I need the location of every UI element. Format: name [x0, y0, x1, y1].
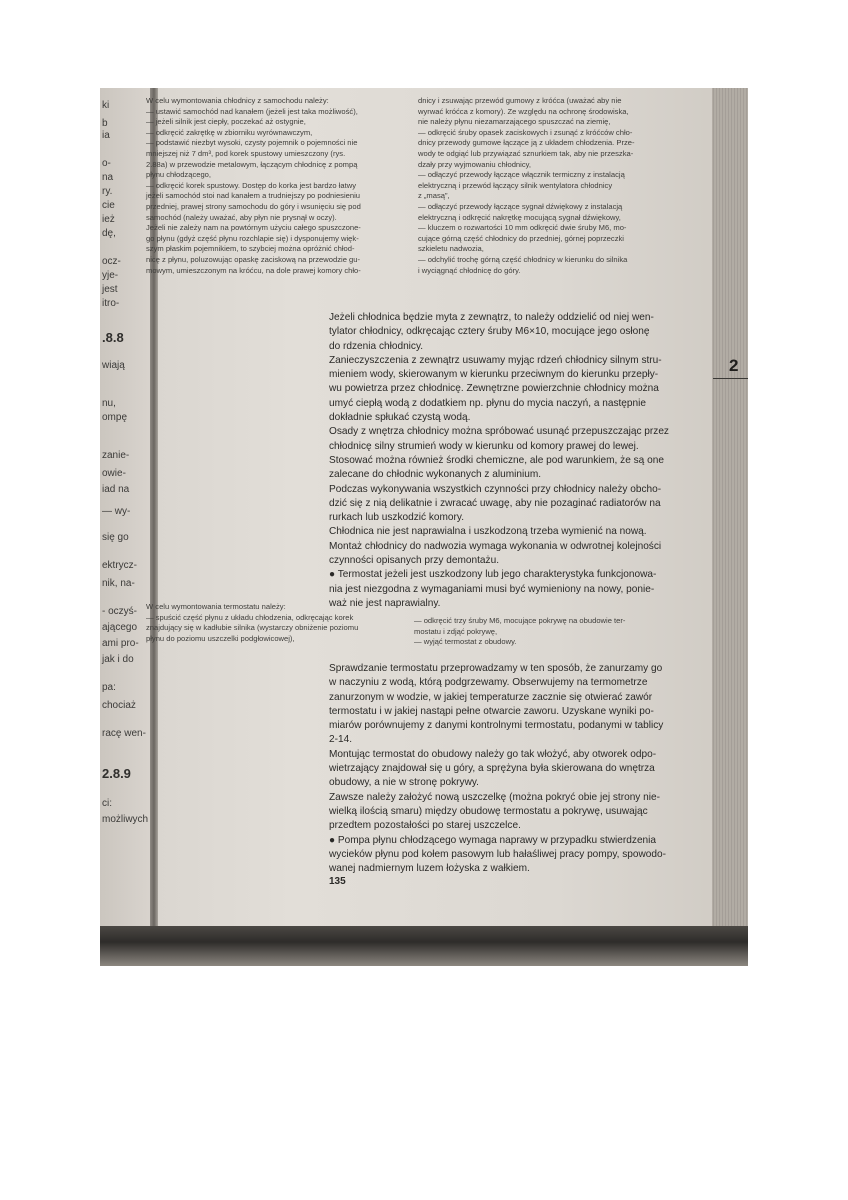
- text-line: W celu wymontowania chłodnicy z samochodu należy:: [146, 96, 329, 105]
- text-line: Montaż chłodnicy do nadwozia wymaga wykonania w odwrotnej kolejności: [329, 540, 662, 552]
- text-line: do rdzenia chłodnicy.: [329, 340, 424, 352]
- text-line: — odkręcić śruby opasek zaciskowych i zsunąć z króćców chło-: [418, 127, 633, 137]
- text-line: — odchylić trochę górną część chłodnicy w kierunku do silnika: [418, 254, 628, 264]
- text-line: elektryczną i odkręcić nakrętkę mocującą sygnał dźwiękowy,: [418, 212, 621, 222]
- left-page-fragment: - oczyś-: [102, 606, 137, 617]
- left-page-fragment: ci:: [102, 798, 112, 809]
- text-line: miarów porównujemy z danymi kontrolnymi termostatu, podanymi w tablicy: [329, 720, 664, 732]
- left-page-edge: [100, 88, 152, 928]
- text-line: zanurzonym w wodzie, w jakiej temperaturze zacznie się otwierać zawór: [329, 691, 653, 703]
- removal-steps-right: [418, 96, 676, 276]
- text-line: zalecane do chłodnic wykonanych z aluminium.: [329, 469, 542, 481]
- left-page-fragment: nu,: [102, 398, 116, 409]
- text-line: w naczyniu z wodą, którą podgrzewamy. Obserwujemy na termometrze: [329, 677, 648, 689]
- text-line: Osady z wnętrza chłodnicy można spróbować usunąć przepuszczając przez: [329, 426, 669, 438]
- left-page-fragment: pa:: [102, 682, 116, 693]
- text-line: jeżeli samochód stoi nad kanałem a trudniejszy po podniesieniu: [146, 191, 361, 201]
- text-line: — odłączyć przewody łączące sygnał dźwiękowy z instalacją: [418, 201, 623, 211]
- text-line: wu powietrza przez chłodnicę. Zewnętrzne powierzchnie chłodnicy można: [329, 383, 659, 395]
- text-line: nie należy płynu niezamarzającego spuszczać na ziemię,: [418, 117, 611, 127]
- chapter-number: 2: [729, 356, 739, 375]
- text-line: ● Pompa płynu chłodzącego wymaga naprawy w przypadku stwierdzenia: [329, 834, 657, 846]
- text-line: nia jest niezgodna z wymaganiami musi być wymieniony na nowy, ponie-: [329, 583, 655, 595]
- left-page-fragment: dę,: [102, 228, 116, 239]
- text-line: wanej nadmiernym luzem łożyska z wałkiem.: [329, 863, 530, 875]
- text-line: obudowy, a nie w stronę pokrywy.: [329, 777, 479, 789]
- left-page-fragment: ia: [102, 130, 110, 141]
- page-number: 135: [329, 876, 346, 887]
- text-line: — odkręcić trzy śruby M6, mocujące pokrywę na obudowie ter-: [414, 616, 626, 625]
- text-line: nicę z płynu, poluzowując opaskę zaciskową na przewodzie gu-: [146, 254, 361, 264]
- text-line: 2.88a) w przewodzie metalowym, łączącym chłodnicę z pompą: [146, 159, 358, 169]
- text-line: czynności opisanych przy demontażu.: [329, 555, 499, 567]
- left-page-fragment: wiają: [102, 360, 125, 371]
- left-page-fragment: zanie-: [102, 450, 130, 461]
- text-line: mniejszej niż 7 dm³, pod korek spustowy umieszczony (rys.: [146, 148, 346, 158]
- text-line: mostatu i zdjąć pokrywę,: [414, 626, 498, 636]
- text-line: szym płaskim pojemnikiem, to szybciej można opróżnić chłod-: [146, 244, 355, 254]
- text-line: ● Termostat jeżeli jest uszkodzony lub jego charakterystyka funkcjonowa-: [329, 569, 657, 581]
- left-page-fragment: jak i do: [102, 654, 134, 665]
- text-line: samochód (należy uważać, aby płyn nie prysnął w oczy).: [146, 212, 337, 222]
- text-line: elektryczną i przewód łączący silnik wentylatora chłodnicy: [418, 180, 613, 190]
- left-page-fragment: 2.8.9: [102, 766, 131, 781]
- text-line: — jeżeli silnik jest ciepły, poczekać aż ostygnie,: [146, 117, 306, 127]
- text-line: chłodnicę silny strumień wody w kierunku od komory prawej do lewej.: [329, 440, 639, 452]
- left-page-fragment: ież: [102, 214, 115, 225]
- text-line: — spuścić część płynu z układu chłodzenia, odkręcając korek: [146, 612, 354, 622]
- text-line: mowym, umieszczonym na króćcu, na dole prawej komory chło-: [146, 265, 361, 275]
- text-line: 2-14.: [329, 734, 353, 746]
- left-page-fragment: racę wen-: [102, 728, 146, 739]
- text-line: wyrwać króćca z komory). Ze względu na ochronę środowiska,: [418, 106, 629, 116]
- text-line: z „masą”,: [418, 191, 450, 201]
- left-page-fragment: nik, na-: [102, 578, 135, 589]
- left-page-fragment: o-: [102, 158, 111, 169]
- left-page-fragment: ompę: [102, 412, 128, 423]
- text-line: termostatu i w jakiej nastąpi pełne otwarcie zaworu. Uzyskane wyniki po-: [329, 705, 654, 717]
- text-line: dnicy przewody gumowe łączące ją z układem chłodzenia. Prze-: [418, 138, 635, 148]
- thermostat-steps-left: [146, 602, 386, 644]
- left-page-fragment: owie-: [102, 468, 126, 479]
- text-line: przedtem pozostałości po starej uszczelce.: [329, 820, 521, 832]
- text-line: Montując termostat do obudowy należy go tak włożyć, aby otworek odpo-: [329, 748, 657, 760]
- text-line: płynu chłodzącego,: [146, 170, 212, 180]
- text-line: mieniem wody, skierowanym w kierunku przeciwnym do kierunku przepły-: [329, 369, 659, 381]
- left-page-fragment: na: [102, 172, 114, 183]
- left-page-fragment: ami pro-: [102, 638, 139, 649]
- text-line: rurkach lub uszkodzić komory.: [329, 512, 465, 524]
- left-page-fragment: możliwych: [102, 814, 149, 825]
- text-line: przedniej, prawej strony samochodu do góry i wsunięciu się pod: [146, 201, 361, 211]
- text-line: Zawsze należy założyć nową uszczelkę (można pokryć obie jej strony nie-: [329, 791, 660, 803]
- text-line: Jeżeli nie zależy nam na powtórnym użyciu całego spuszczone-: [146, 223, 361, 233]
- text-line: wycieków płynu pod kołem pasowym lub hałaśliwej pracy pompy, spowodo-: [329, 848, 666, 860]
- text-line: Sprawdzanie termostatu przeprowadzamy w ten sposób, że zanurzamy go: [329, 663, 663, 674]
- text-line: płynu do poziomu uszczelki podgłowicowej),: [146, 633, 295, 643]
- text-line: znajdujący się w kadłubie silnika (wystarczy obniżenie poziomu: [146, 623, 359, 633]
- left-page-fragment: itro-: [102, 298, 120, 309]
- text-line: szkieletu nadwozia,: [418, 244, 484, 254]
- left-page-fragment: ającego: [102, 622, 138, 633]
- text-line: — ustawić samochód nad kanałem (jeżeli jest taka możliwość),: [146, 106, 358, 116]
- text-line: dzały przy wyjmowaniu chłodnicy,: [418, 159, 531, 169]
- text-line: i wyciągnąć chłodnicę do góry.: [418, 265, 521, 275]
- text-line: cujące górną część chłodnicy do przedniej, górnej poprzeczki: [418, 233, 624, 243]
- text-line: — kluczem o rozwartości 10 mm odkręcić dwie śruby M6, mo-: [418, 223, 627, 233]
- text-line: Jeżeli chłodnica będzie myta z zewnątrz, to należy oddzielić od niej wen-: [329, 312, 654, 323]
- left-page-fragment: — wy-: [102, 506, 131, 517]
- book-cover-edge: [100, 926, 748, 966]
- text-line: go płynu (gdyż część płynu rozchlapie się) i dysponujemy więk-: [146, 233, 359, 243]
- text-line: wielką ilością smaru) między obudowę termostatu a pokrywę, usuwając: [329, 805, 648, 817]
- text-line: dzić się z nią delikatnie i zwracać uwagę, aby nie pozaginać radiatorów na: [329, 497, 661, 509]
- left-page-fragment: yje-: [102, 270, 119, 281]
- thermostat-steps-right: [414, 616, 654, 648]
- text-line: — odłączyć przewody łączące włącznik termiczny z instalacją: [418, 170, 625, 180]
- left-page-fragment: cie: [102, 200, 115, 211]
- left-page-fragment: się go: [102, 532, 129, 543]
- main-text-radiator: [329, 311, 719, 611]
- text-line: waż nie jest naprawialny.: [329, 597, 441, 609]
- text-line: tylator chłodnicy, odkręcając cztery śruby M6×10, mocujące jego osłonę: [329, 326, 650, 338]
- left-page-fragment: iad na: [102, 484, 130, 495]
- left-page-fragment: b: [102, 118, 108, 129]
- text-line: Stosować można również środki chemiczne, ale pod warunkiem, że są one: [329, 454, 664, 466]
- text-line: — podstawić niezbyt wysoki, czysty pojemnik o pojemności nie: [146, 138, 358, 148]
- text-line: wody te odgiąć lub przywiązać sznurkiem tak, aby nie przeszka-: [418, 148, 634, 158]
- chapter-rule: [713, 378, 748, 379]
- text-line: wietrzający znajdował się u góry, a sprężyna była skierowana do wnętrza: [329, 763, 655, 775]
- left-page-fragment: ektrycz-: [102, 560, 137, 571]
- text-line: dokładnie spłukać czystą wodą.: [329, 412, 471, 424]
- text-line: Zanieczyszczenia z zewnątrz usuwamy myjąc rdzeń chłodnicy silnym stru-: [329, 354, 662, 366]
- scanned-book-photo: [100, 88, 748, 966]
- text-line: — wyjąć termostat z obudowy.: [414, 637, 517, 647]
- left-page-fragment: ki: [102, 100, 110, 111]
- left-page-fragment: ry.: [102, 186, 113, 197]
- text-line: Podczas wykonywania wszystkich czynności przy chłodnicy należy obcho-: [329, 483, 662, 495]
- text-line: W celu wymontowania termostatu należy:: [146, 602, 286, 611]
- left-page-fragment: ocz-: [102, 256, 121, 267]
- text-line: — odkręcić korek spustowy. Dostęp do korka jest bardzo łatwy: [146, 180, 357, 190]
- left-page-fragment: .8.8: [102, 330, 124, 345]
- left-page-fragment: jest: [102, 284, 118, 295]
- left-page-fragment: chociaż: [102, 700, 136, 711]
- text-line: — odkręcić zakrętkę w zbiorniku wyrównawczym,: [146, 127, 313, 137]
- text-line: Chłodnica nie jest naprawialna i uszkodzoną trzeba wymienić na nową.: [329, 526, 647, 538]
- text-line: dnicy i zsuwając przewód gumowy z króćca (uważać aby nie: [418, 96, 622, 105]
- text-line: umyć ciepłą wodą z dodatkiem np. płynu do mycia naczyń, a następnie: [329, 397, 647, 409]
- removal-steps-left: [146, 96, 371, 276]
- main-text-thermostat: [329, 662, 719, 876]
